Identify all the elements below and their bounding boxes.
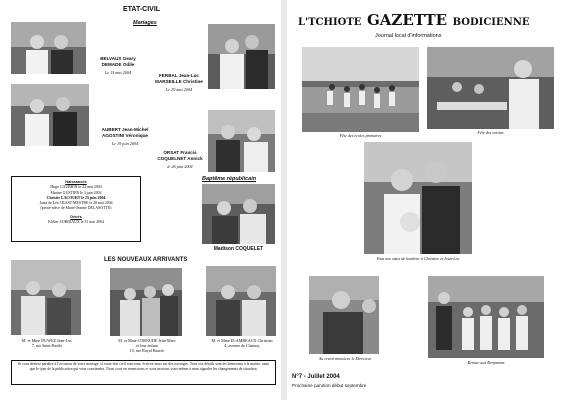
arrival-2-caption: M. et Mme CORNUDE Jean-Marc et leur enfant 10, rue Royal Baucle (118, 338, 176, 354)
wedding-photo-orsat (208, 110, 275, 172)
caption-wedding: Tous nos vœux de bonheur à Christine et Jean-Luc (376, 256, 460, 261)
birth-4: Juste de Léa CRAST-MESTRE le 28 mai 2004 (39, 201, 113, 206)
couple-1-date: Le 15 mai 2004 (104, 70, 132, 75)
couple-3-date: Le 19 juin 2004 (111, 141, 139, 146)
caption-school-fete: Fête des écoles primaires (339, 133, 382, 138)
neighbours-photo (427, 47, 554, 129)
etat-civil-title: ETAT-CIVIL (123, 6, 161, 13)
footer-note-box (11, 360, 276, 385)
birth-5: (petite-nièce de Marie-Jeanne DELASOTTE) (40, 206, 112, 211)
naissances-heading: Naissances (65, 179, 87, 184)
wedding-photo-ferbal (208, 24, 275, 89)
caption-neighbours: Fête des voisins (477, 130, 504, 135)
birth-1: Hugo CAUBRIN le 24 mai 2004 (50, 185, 102, 190)
births-deaths-box (11, 176, 141, 242)
arrival-1-caption: M. et Mme DUWEZ Jean-Luc 7, rue Saint-Basile (21, 338, 73, 349)
deces-heading: Décès (70, 213, 82, 219)
masthead-right: BODICIENNE (452, 17, 530, 28)
caption-benjamins: Remise aux Benjamins (467, 360, 505, 365)
arrival-3-caption: M. et Mme ELAMBEAUX Christian 4, avenue de Chamoy (211, 338, 273, 349)
birth-3: Christie LACOURT le 25 juin 2004 (46, 195, 106, 200)
couple-3-names: AUBERT Jean-Michel AGOSTINI Véronique (101, 127, 149, 138)
caption-director: Au revoir monsieur le Directeur (318, 356, 372, 361)
director-photo (309, 276, 379, 354)
arrival-photo-duwez (11, 260, 81, 335)
couple-1-names: BELVAUX Geary DEMADE Odile (100, 56, 136, 67)
benjamins-photo (428, 276, 544, 358)
arrivals-heading: LES NOUVEAUX ARRIVANTS (104, 257, 188, 263)
baptism-photo (202, 184, 275, 244)
wedding-center-photo (364, 142, 472, 254)
couple-2-date: Le 29 mai 2004 (165, 87, 193, 92)
school-fete-photo (302, 47, 419, 132)
mariages-heading: Mariages (133, 20, 157, 26)
masthead-big: GAZETTE (366, 11, 448, 29)
death-1: Kléber SORDIAUX le 31 mai 2004 (48, 219, 104, 224)
couple-4-names: ORSAT Francis COQUELNET Annick (157, 150, 203, 161)
bapteme-heading: Baptême républicain (202, 176, 257, 182)
wedding-photo-belvaux (11, 22, 86, 74)
subtitle: Journal local d'informations (375, 33, 442, 39)
bapteme-name: Madison COQUELET (213, 246, 264, 252)
birth-2: Marine GUSTIER le 3 juin 2004 (50, 190, 102, 195)
wedding-photo-aubert (11, 84, 89, 146)
next-issue: Prochaine parution début septembre (292, 383, 367, 388)
footer-note: Si vous désirez paraître à l'occasion de votre mariage, si votre état civil concerne, écrivez-nous sur des ouvrages. Tous vos détails sont les bienvenus à la mairie, ainsi que le type de la publication qui vous conviendra. Nous vous en remercions et vous invitons vous-même à nous signaler les changements de situation. (17, 362, 270, 372)
masthead-left: L'TCHIOTE (298, 17, 362, 28)
couple-4-date: le 26 juin 2004 (167, 164, 193, 169)
arrival-photo-elambeaux (206, 266, 276, 336)
masthead (298, 10, 558, 29)
issue-number: N°7 - Juillet 2004 (292, 374, 340, 380)
arrival-photo-cornude (110, 268, 182, 336)
couple-2-names: FERBAL Jean-Luc MARSEILLE Christine (155, 73, 203, 84)
